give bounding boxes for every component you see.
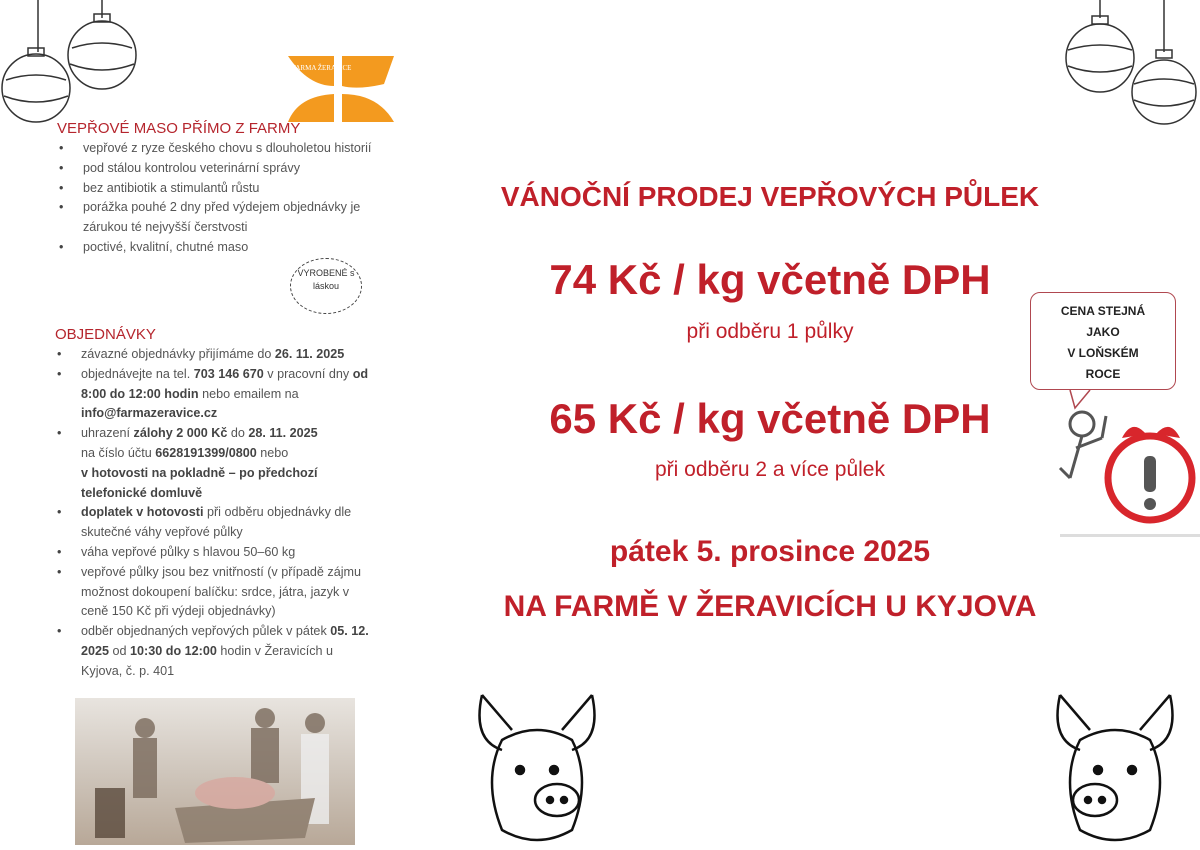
list-item: • poctivé, kvalitní, chutné maso [57, 238, 377, 258]
speech-bubble [1030, 292, 1176, 390]
list-item: • závazné objednávky přijímáme do 26. 11. 2025 [55, 345, 377, 365]
svg-text:FARMA ŽERAVICE: FARMA ŽERAVICE [292, 64, 352, 72]
section-features [57, 120, 377, 258]
made-with-love-badge [290, 258, 362, 314]
section-orders [55, 326, 377, 682]
farm-logo [288, 56, 394, 122]
list-item: • odběr objednaných vepřových půlek v pátek 05. 12. 2025 od 10:30 do 12:00 hodin v Žeravicích u Kyjova, č. p. 401 [55, 622, 377, 681]
bubble-line: CENA STEJNÁ [1060, 304, 1146, 318]
list-item: • objednávejte na tel. 703 146 670 v pracovní dny od 8:00 do 12:00 hodin nebo emailem na info@farmazeravice.cz [55, 365, 377, 424]
list-item: • vepřové z ryze českého chovu s dlouholetou historií [57, 139, 377, 159]
pig-illustration-icon [1040, 690, 1190, 845]
badge-text: VYROBENÉ s láskou [297, 268, 355, 291]
list-item: • bez antibiotik a stimulantů růstu [57, 179, 377, 199]
sale-place: NA FARMĚ V ŽERAVICÍCH U KYJOVA [503, 590, 1037, 623]
pig-slaughter-photo [75, 698, 355, 845]
bubble-line: V LOŇSKÉM [1067, 346, 1139, 360]
price-one-half: 74 Kč / kg včetně DPH [549, 256, 991, 303]
section-heading: OBJEDNÁVKY [55, 326, 156, 343]
list-item: • pod stálou kontrolou veterinární správy [57, 159, 377, 179]
christmas-ornaments-left [0, 0, 140, 130]
list-item: • vepřové půlky jsou bez vnitřností (v případě zájmu možnost dokoupení balíčku: srdce, játra, jazyk v ceně 150 Kč při výdeji objednávky) [55, 563, 377, 622]
email-link[interactable]: info@farmazeravice.cz [81, 406, 218, 421]
main-title: VÁNOČNÍ PRODEJ VEPŘOVÝCH PŮLEK [500, 181, 1040, 212]
pig-illustration-icon [462, 690, 612, 845]
alarm-clock-figure-icon [1040, 388, 1200, 538]
christmas-ornaments-right [1060, 0, 1200, 130]
price-two-halves: 65 Kč / kg včetně DPH [549, 395, 991, 442]
list-item: • uhrazení zálohy 2 000 Kč do 28. 11. 2025 na číslo účtu 6628191399/0800 nebo v hotovosti na pokladně – po předchozí telefonické domluvě [55, 424, 377, 503]
list-item: • porážka pouhé 2 dny před výdejem objednávky je zárukou té nejvyšší čerstvosti [57, 198, 377, 238]
price-one-half-note: při odběru 1 půlky [686, 320, 854, 343]
bubble-line: JAKO [1086, 325, 1120, 339]
list-item: • doplatek v hotovosti při odběru objednávky dle skutečné váhy vepřové půlky [55, 503, 377, 543]
bubble-line: ROCE [1085, 367, 1121, 381]
list-item: • váha vepřové půlky s hlavou 50–60 kg [55, 543, 377, 563]
section-heading: VEPŘOVÉ MASO PŘÍMO Z FARMY [57, 120, 301, 137]
sale-date: pátek 5. prosince 2025 [609, 535, 931, 568]
price-two-halves-note: při odběru 2 a více půlek [655, 458, 885, 481]
